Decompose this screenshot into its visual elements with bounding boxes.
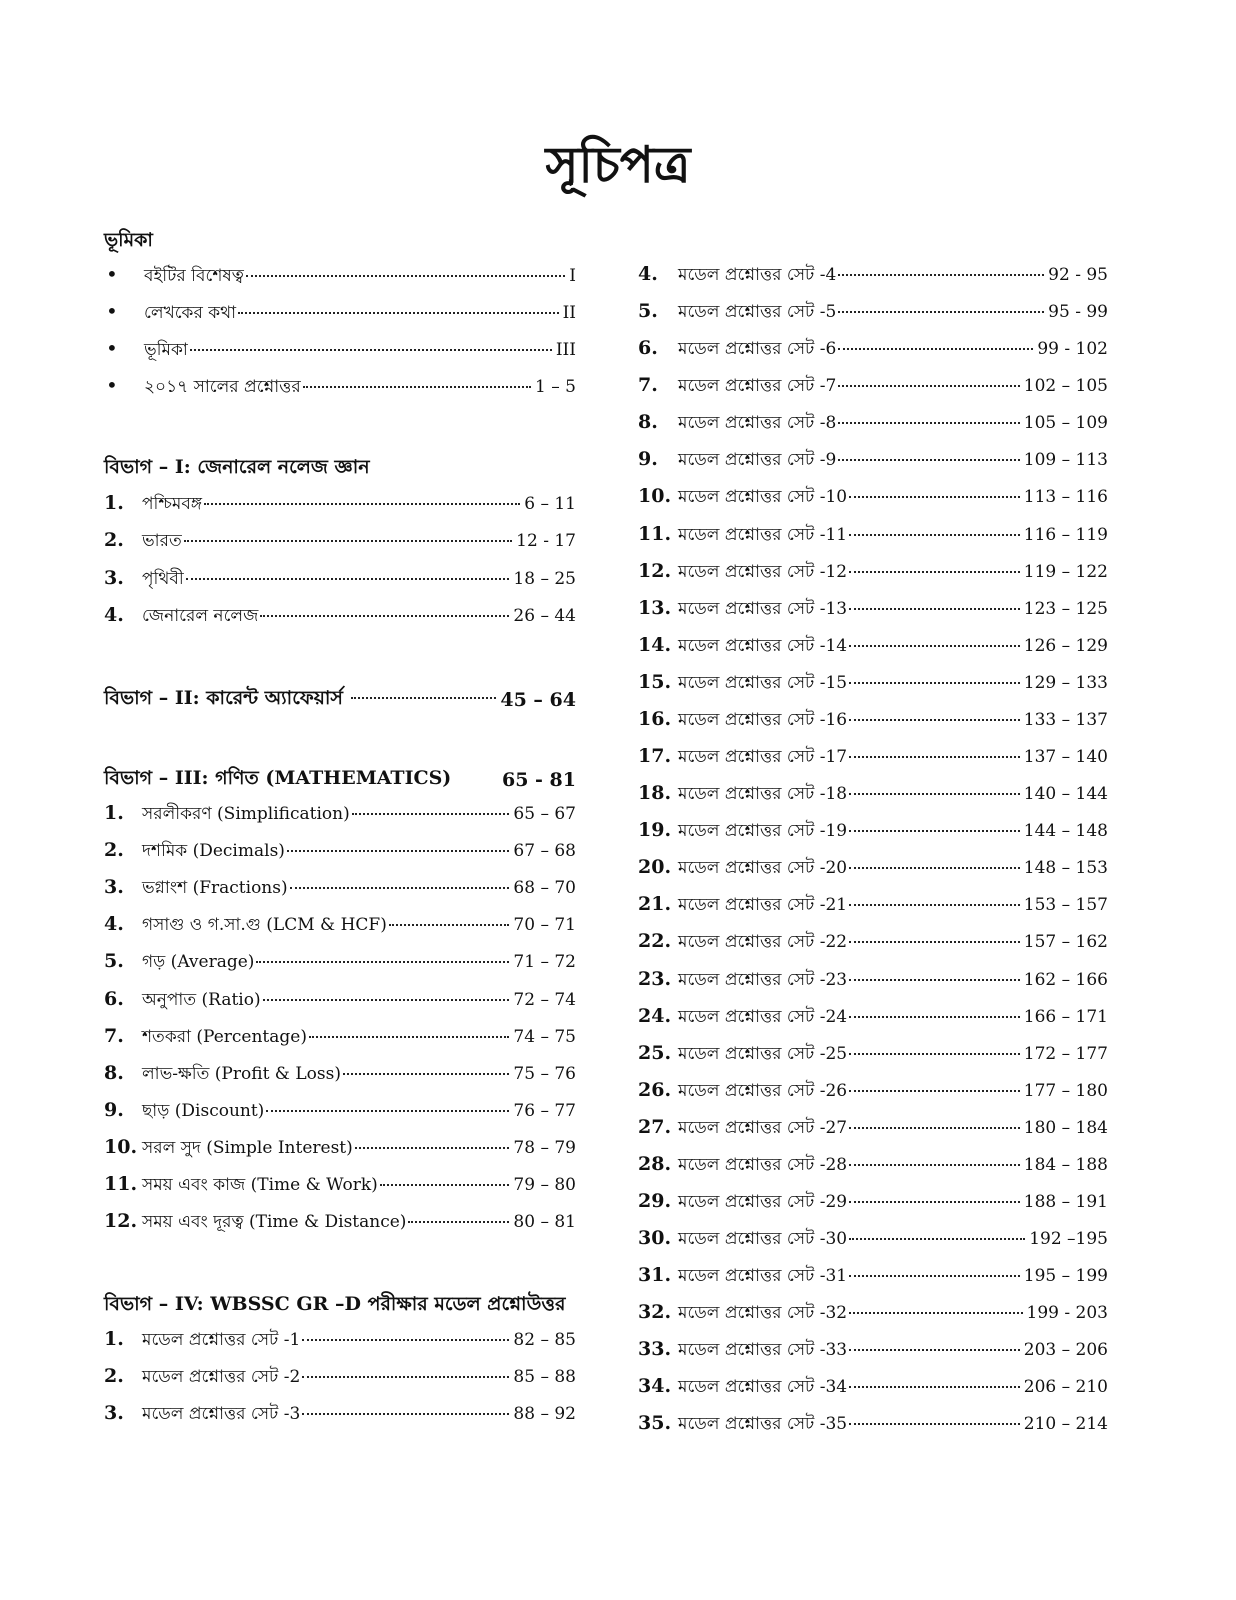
toc-entry [104,566,576,596]
toc-entry [638,1152,1108,1182]
entry-page: 18 – 25 [513,568,576,589]
entry-number: 23. [638,967,672,990]
entry-page: 105 – 109 [1023,413,1108,434]
entry-page: 88 – 92 [513,1404,576,1424]
entry-title: গসাগু ও গ.সা.গু (LCM & HCF) [142,915,387,936]
entry-leader-dots [343,1073,509,1075]
entry-title: মডেল প্রশ্নোত্তর সেট -18 [678,784,848,805]
toc-entry [104,1327,576,1357]
section3-heading-text: বিভাগ – III: গণিত (MATHEMATICS) [104,767,452,789]
toc-entry [638,781,1108,811]
entry-title: লেখকের কথা [144,303,237,323]
entry-page: I [569,266,576,286]
entry-leader-dots [302,1376,509,1378]
entry-leader-dots [849,1275,1020,1277]
section4-heading-text: বিভাগ – IV: WBSSC GR –D পরীক্ষার মডেল প্রশ্নোউত্তর [104,1293,566,1315]
entry-title: মডেল প্রশ্নোত্তর সেট -9 [678,450,837,471]
toc-entry [638,596,1108,626]
section1-heading [104,453,576,485]
entry-page: 195 – 199 [1023,1266,1108,1287]
entry-title: অনুপাত (Ratio) [142,989,261,1010]
entry-title: গড় (Average) [142,952,255,973]
toc-entry [638,1115,1108,1145]
entry-number: 17. [638,745,672,768]
entry-number: 1. [104,1328,124,1350]
entry-title: মডেল প্রশ্নোত্তর সেট -1 [142,1330,301,1350]
entry-page: 67 – 68 [513,841,576,862]
entry-title: মডেল প্রশ্নোত্তর সেট -32 [678,1303,848,1324]
entry-title: শতকরা (Percentage) [142,1026,307,1047]
entry-page: 206 – 210 [1023,1377,1108,1398]
entry-title: সরল সুদ (Simple Interest) [142,1137,353,1158]
entry-title: মডেল প্রশ্নোত্তর সেট -35 [678,1414,848,1435]
entry-leader-dots [309,1036,509,1038]
page-title: সূচিপত্র [545,135,691,194]
entry-page: 192 –195 [1029,1229,1108,1250]
toc-entry [638,929,1108,959]
entry-number: 3. [104,566,124,589]
toc-entry [638,1411,1108,1441]
entry-leader-dots [849,756,1020,758]
toc-entry [638,559,1108,589]
entry-page: 123 – 125 [1023,598,1108,619]
entry-page: 137 – 140 [1023,747,1108,768]
entry-leader-dots [838,459,1020,461]
entry-number: 10. [638,485,672,508]
entry-number: 8. [638,411,658,434]
entry-leader-dots [849,1201,1020,1203]
entry-bullet: • [106,336,118,360]
entry-title: ছাড় (Discount) [142,1100,265,1121]
toc-entry [104,1401,576,1431]
entry-number: 2. [104,529,124,552]
section3-heading [104,764,576,796]
entry-page: 102 – 105 [1023,376,1108,397]
entry-page: 79 – 80 [513,1175,576,1195]
entry-title: মডেল প্রশ্নোত্তর সেট -23 [678,969,848,990]
entry-title: ভগ্নাংশ (Fractions) [142,878,288,899]
entry-number: 31. [638,1264,672,1287]
entry-number: 26. [638,1078,672,1101]
entry-number: 2. [104,839,124,862]
entry-number: 12. [638,559,672,582]
toc-entry [104,912,576,942]
entry-title: মডেল প্রশ্নোত্তর সেট -28 [678,1154,848,1175]
toc-entry [104,491,576,521]
entry-leader-dots [849,1053,1020,1055]
entry-leader-dots [266,1110,509,1112]
entry-page: 78 – 79 [513,1137,576,1158]
entry-leader-dots [204,503,520,505]
entry-leader-dots [849,1016,1020,1018]
entry-leader-dots [184,540,512,542]
entry-leader-dots [355,1147,510,1149]
toc-entry [638,1189,1108,1219]
entry-title: মডেল প্রশ্নোত্তর সেট -12 [678,561,848,582]
entry-leader-dots [849,1423,1020,1425]
entry-number: 34. [638,1375,672,1398]
entry-leader-dots [849,1164,1020,1166]
entry-title: জেনারেল নলেজ [142,605,259,626]
toc-entry [638,484,1108,514]
section4-heading [104,1290,576,1322]
entry-number: 22. [638,930,672,953]
entry-page: 157 – 162 [1023,932,1108,953]
entry-leader-dots [849,979,1020,981]
toc-entry [638,410,1108,440]
entry-leader-dots [849,1090,1020,1092]
toc-entry [104,1024,576,1054]
toc-entry [104,1172,576,1202]
entry-number: 28. [638,1152,672,1175]
preface-heading [104,226,576,258]
entry-bullet: • [106,373,118,397]
toc-entry [104,949,576,979]
entry-title: পশ্চিমবঙ্গ [142,494,203,514]
entry-page: 95 - 99 [1048,302,1108,323]
entry-leader-dots [849,1238,1025,1240]
entry-number: 5. [104,950,124,973]
entry-title: ভারত [142,531,182,552]
entry-title: মডেল প্রশ্নোত্তর সেট -8 [678,413,837,434]
entry-page: 80 – 81 [513,1212,576,1233]
entry-leader-dots [849,608,1020,610]
entry-leader-dots [849,941,1020,943]
toc-entry [638,670,1108,700]
entry-leader-dots [256,961,509,963]
entry-number: 21. [638,893,672,916]
toc-entry [104,987,576,1017]
entry-page: 148 – 153 [1023,858,1108,879]
entry-leader-dots [838,385,1020,387]
entry-bullet: • [106,299,118,323]
entry-title: মডেল প্রশ্নোত্তর সেট -33 [678,1340,848,1361]
entry-leader-dots [352,813,510,815]
entry-number: 29. [638,1190,672,1212]
entry-title: লাভ-ক্ষতি (Profit & Loss) [142,1063,341,1084]
entry-page: 82 – 85 [513,1330,576,1350]
entry-number: 16. [638,707,672,730]
entry-leader-dots [263,999,510,1001]
entry-title: মডেল প্রশ্নোত্তর সেট -17 [678,747,848,768]
toc-entry [104,801,576,831]
entry-number: 33. [638,1338,672,1361]
entry-number: 2. [104,1365,124,1387]
toc-entry [638,299,1108,329]
entry-number: 7. [104,1024,124,1047]
entry-title: মডেল প্রশ্নোত্তর সেট -3 [142,1404,301,1424]
entry-title: দশমিক (Decimals) [142,841,285,862]
entry-page: 65 – 67 [513,804,576,824]
entry-page: 1 – 5 [535,377,576,397]
toc-entry [104,373,576,403]
section2-page: 45 – 64 [500,689,576,711]
entry-page: 74 – 75 [513,1026,576,1047]
entry-number: 15. [638,670,672,693]
entry-title: মডেল প্রশ্নোত্তর সেট -26 [678,1080,848,1101]
section2-heading-text: বিভাগ – II: কারেন্ট অ্যাফেয়ার্স [104,687,343,709]
toc-entry [638,1041,1108,1071]
entry-page: 92 - 95 [1048,265,1108,285]
toc-entry [104,262,576,292]
toc-entry [638,1226,1108,1256]
toc-entry [104,528,576,558]
entry-page: 180 – 184 [1023,1117,1108,1138]
entry-title: মডেল প্রশ্নোত্তর সেট -30 [678,1229,848,1250]
entry-leader-dots [186,578,510,580]
entry-page: 210 – 214 [1023,1414,1108,1435]
entry-leader-dots [246,275,565,277]
entry-title: মডেল প্রশ্নোত্তর সেট -15 [678,672,848,693]
entry-title: মডেল প্রশ্নোত্তর সেট -6 [678,339,837,360]
entry-number: 9. [104,1098,124,1121]
entry-number: 4. [104,913,124,936]
toc-entry [104,838,576,868]
entry-number: 25. [638,1041,672,1064]
entry-page: 188 – 191 [1023,1192,1108,1212]
entry-leader-dots [849,1312,1022,1314]
entry-page: 199 - 203 [1026,1303,1108,1324]
toc-entry [638,522,1108,552]
entry-number: 24. [638,1004,672,1027]
entry-leader-dots [238,312,559,314]
entry-page: 68 – 70 [513,878,576,899]
entry-leader-dots [838,311,1044,313]
toc-entry [638,1300,1108,1330]
entry-number: 8. [104,1061,124,1084]
entry-number: 14. [638,633,672,656]
entry-page: 76 – 77 [513,1100,576,1121]
entry-number: 4. [638,263,658,285]
entry-page: 129 – 133 [1023,672,1108,693]
toc-entry [638,967,1108,997]
entry-number: 6. [638,337,658,360]
toc-entry [638,1263,1108,1293]
toc-entry [638,1337,1108,1367]
entry-number: 1. [104,802,124,824]
entry-leader-dots [838,422,1020,424]
entry-title: সময় এবং কাজ (Time & Work) [142,1175,378,1195]
entry-number: 1. [104,492,124,514]
entry-leader-dots [260,615,509,617]
entry-number: 35. [638,1412,672,1435]
entry-number: 4. [104,603,124,626]
toc-entry [104,603,576,633]
entry-title: মডেল প্রশ্নোত্তর সেট -21 [678,895,848,916]
entry-leader-dots [303,386,531,388]
entry-title: মডেল প্রশ্নোত্তর সেট -20 [678,858,848,879]
entry-number: 32. [638,1301,672,1324]
entry-title: মডেল প্রশ্নোত্তর সেট -14 [678,635,848,656]
entry-leader-dots [849,793,1020,795]
toc-entry [638,892,1108,922]
toc-entry [104,1135,576,1165]
entry-page: 116 – 119 [1023,524,1108,545]
entry-page: 140 – 144 [1023,784,1108,805]
entry-title: মডেল প্রশ্নোত্তর সেট -10 [678,487,848,508]
toc-entry [638,262,1108,292]
entry-title: মডেল প্রশ্নোত্তর সেট -19 [678,821,848,842]
entry-leader-dots [838,348,1033,350]
entry-leader-dots [290,887,510,889]
entry-number: 5. [638,300,658,323]
entry-title: মডেল প্রশ্নোত্তর সেট -13 [678,598,848,619]
entry-page: 177 – 180 [1023,1080,1108,1101]
entry-page: 26 – 44 [513,605,576,626]
toc-entry [638,744,1108,774]
toc-entry [638,447,1108,477]
entry-page: 153 – 157 [1023,895,1108,916]
section2-leader-dots [351,697,496,699]
entry-page: 162 – 166 [1023,969,1108,990]
toc-entry [638,1078,1108,1108]
entry-leader-dots [849,534,1020,536]
entry-page: 72 – 74 [513,989,576,1010]
section2-heading [104,684,576,716]
entry-title: মডেল প্রশ্নোত্তর সেট -4 [678,265,837,285]
toc-entry [104,1364,576,1394]
entry-leader-dots [838,274,1044,276]
entry-number: 12. [104,1210,138,1233]
entry-title: মডেল প্রশ্নোত্তর সেট -11 [678,524,848,545]
entry-title: মডেল প্রশ্নোত্তর সেট -2 [142,1367,301,1387]
entry-leader-dots [849,645,1020,647]
entry-leader-dots [849,719,1020,721]
entry-page: II [562,303,576,323]
entry-page: 172 – 177 [1023,1043,1108,1064]
entry-page: 6 – 11 [524,494,576,514]
entry-page: 133 – 137 [1023,709,1108,730]
entry-leader-dots [849,1127,1020,1129]
entry-title: মডেল প্রশ্নোত্তর সেট -5 [678,302,837,323]
preface-heading-text: ভূমিকা [104,229,153,251]
entry-leader-dots [287,850,510,852]
entry-page: 126 – 129 [1023,635,1108,656]
entry-leader-dots [849,496,1020,498]
toc-entry [638,855,1108,885]
toc-entry [104,875,576,905]
entry-page: 71 – 72 [513,952,576,973]
entry-title: মডেল প্রশ্নোত্তর সেট -16 [678,709,848,730]
toc-entry [638,1374,1108,1404]
toc-entry [638,373,1108,403]
entry-page: 119 – 122 [1023,561,1108,582]
entry-title: পৃথিবী [142,568,184,589]
toc-entry [638,818,1108,848]
entry-number: 30. [638,1227,672,1250]
entry-title: সময় এবং দূরত্ব (Time & Distance) [142,1212,407,1233]
entry-page: 113 – 116 [1023,487,1108,508]
entry-leader-dots [408,1221,509,1223]
entry-number: 9. [638,448,658,471]
entry-number: 3. [104,1402,124,1424]
entry-leader-dots [849,571,1020,573]
entry-page: 70 – 71 [513,915,576,936]
entry-number: 11. [638,522,672,545]
toc-entry [638,1004,1108,1034]
entry-bullet: • [106,262,118,286]
entry-number: 3. [104,876,124,899]
toc-entry [104,1098,576,1128]
toc-entry [638,633,1108,663]
entry-title: বইটির বিশেষত্ব [144,266,244,286]
entry-number: 13. [638,596,672,619]
entry-title: ২০১৭ সালের প্রশ্নোত্তর [144,377,301,397]
section3-page: 65 - 81 [502,769,576,791]
entry-page: 166 – 171 [1023,1006,1108,1027]
entry-page: 75 – 76 [513,1063,576,1084]
entry-leader-dots [849,1349,1020,1351]
entry-leader-dots [849,867,1020,869]
entry-number: 6. [104,987,124,1010]
entry-page: 85 – 88 [513,1367,576,1387]
entry-page: 109 – 113 [1023,450,1108,471]
entry-title: মডেল প্রশ্নোত্তর সেট -27 [678,1117,848,1138]
entry-title: ভূমিকা [144,340,188,360]
entry-leader-dots [389,924,510,926]
entry-title: মডেল প্রশ্নোত্তর সেট -24 [678,1006,848,1027]
toc-entry [638,336,1108,366]
section1-heading-text: বিভাগ – I: জেনারেল নলেজ জ্ঞান [104,456,370,478]
entry-leader-dots [302,1339,509,1341]
entry-leader-dots [302,1413,509,1415]
entry-leader-dots [380,1184,510,1186]
entry-number: 18. [638,782,672,805]
entry-title: মডেল প্রশ্নোত্তর সেট -29 [678,1192,848,1212]
toc-entry [104,1209,576,1239]
entry-page: III [555,340,576,360]
entry-title: মডেল প্রশ্নোত্তর সেট -25 [678,1043,848,1064]
entry-title: মডেল প্রশ্নোত্তর সেট -22 [678,932,848,953]
entry-title: মডেল প্রশ্নোত্তর সেট -31 [678,1266,848,1287]
entry-page: 184 – 188 [1023,1154,1108,1175]
toc-entry [638,707,1108,737]
entry-number: 10. [104,1135,138,1158]
entry-number: 20. [638,856,672,879]
entry-leader-dots [190,349,552,351]
entry-title: মডেল প্রশ্নোত্তর সেট -34 [678,1377,848,1398]
entry-number: 27. [638,1115,672,1138]
entry-page: 12 - 17 [516,531,576,552]
entry-number: 7. [638,374,658,397]
toc-entry [104,299,576,329]
entry-page: 144 – 148 [1023,821,1108,842]
entry-page: 203 – 206 [1023,1340,1108,1361]
entry-page: 99 - 102 [1037,339,1108,360]
entry-leader-dots [849,1386,1020,1388]
entry-leader-dots [849,830,1020,832]
entry-leader-dots [849,682,1020,684]
entry-title: মডেল প্রশ্নোত্তর সেট -7 [678,376,837,397]
toc-entry [104,1061,576,1091]
entry-leader-dots [849,904,1020,906]
entry-number: 19. [638,819,672,842]
entry-title: সরলীকরণ (Simplification) [142,804,350,824]
toc-entry [104,336,576,366]
entry-number: 11. [104,1173,138,1195]
